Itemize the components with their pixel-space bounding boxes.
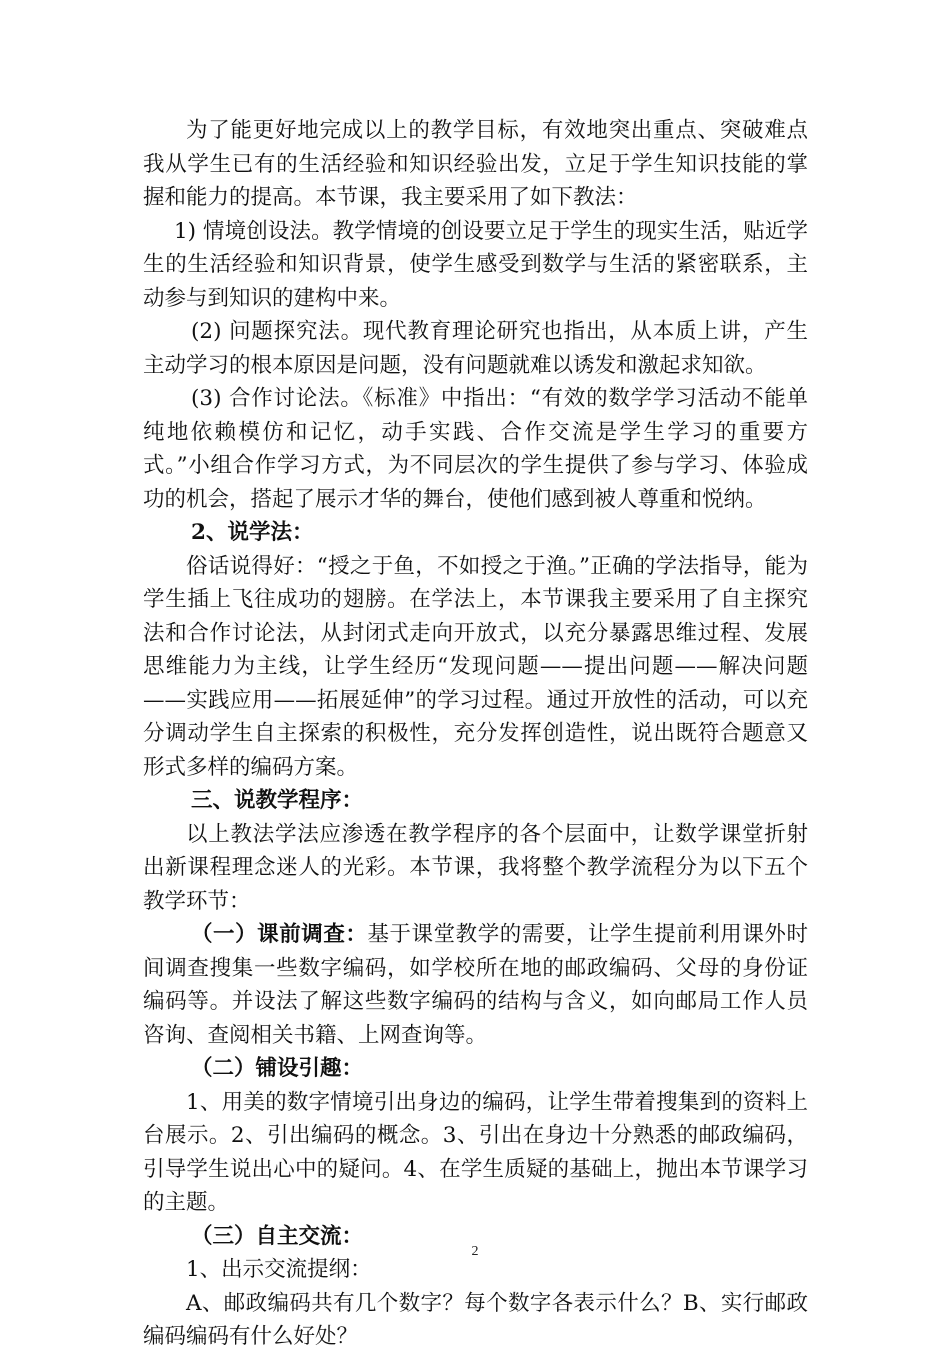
paragraph-pre-class-survey [143,918,808,1052]
heading-learning-methods: 2、说学法： [191,520,314,545]
paragraph-teaching-methods-intro: 为了能更好地完成以上的教学目标，有效地突出重点、突破难点我从学生已有的生活经验和知识经验出发，立足于学生知识技能的掌握和能力的提高。本节课，我主要采用了如下教法： [143,118,808,210]
heading-self-exchange: （三）自主交流： [191,1223,364,1249]
page-number: 2 [471,1244,479,1259]
paragraph-introduction: 1、用美的数字情境引出身边的编码，让学生带着搜集到的资料上台展示。2、引出编码的概念。3、引出在身边十分熟悉的邮政编码，引导学生说出心中的疑问。4、在学生质疑的基础上，抛出本节课学习的主题。 [143,1089,808,1215]
heading-teaching-procedure: 三、说教学程序： [191,788,364,813]
paragraph-situation-method: 1) 情境创设法。教学情境的创设要立足于学生的现实生活，贴近学生的生活经验和知识背景，使学生感受到数学与生活的紧密联系，主动参与到知识的建构中来。 [143,218,808,311]
heading-introduction: （二）铺设引趣： [191,1056,364,1081]
paragraph-learning-methods: 俗话说得好：“授之于鱼，不如授之于渔。”正确的学法指导，能为学生插上飞往成功的翅膀。在学法上，本节课我主要采用了自主探究法和合作讨论法，从封闭式走向开放式，以充分暴露思维过程、发展思维能力为主线，让学生经历“发现问题——提出问题——解决问题——实践应用——拓展延伸”的学习过程。通过开放性的活动，可以充分调动学生自主探索的积极性，充分发挥创造性，说出既符合题意又形式多样的编码方案。 [143,553,808,780]
text-pre-class-survey: 基于课堂教学的需要，让学生提前利用课外时间调查搜集一些数字编码，如学校所在地的邮政编码、父母的身份证编码等。并设法了解这些数字编码的结构与含义，如向邮局工作人员咨询、查阅相关书籍、上网查询等。 [143,922,808,1048]
document-body [143,114,808,1354]
paragraph-teaching-procedure: 以上教法学法应渗透在教学程序的各个层面中，让数学课堂折射出新课程理念迷人的光彩。本节课，我将整个教学流程分为以下五个教学环节： [143,821,808,914]
paragraph-cooperative-method: (3) 合作讨论法。《标准》中指出：“有效的数学学习活动不能单纯地依赖模仿和记忆，动手实践、合作交流是学生学习的重要方式。”小组合作学习方式，为不同层次的学生提供了参与学习、体验成功的机会，搭起了展示才华的舞台，使他们感到被人尊重和悦纳。 [143,386,808,512]
heading-pre-class-survey: （一）课前调查： [191,922,368,947]
paragraph-inquiry-method: (2) 问题探究法。现代教育理论研究也指出，从本质上讲，产生主动学习的根本原因是问题，没有问题就难以诱发和激起求知欲。 [143,319,808,378]
paragraph-exchange-outline: 1、出示交流提纲： [186,1257,372,1282]
paragraph-exchange-questions: A、邮政编码共有几个数字？每个数字各表示什么？B、实行邮政编码编码有什么好处？ [143,1290,808,1349]
